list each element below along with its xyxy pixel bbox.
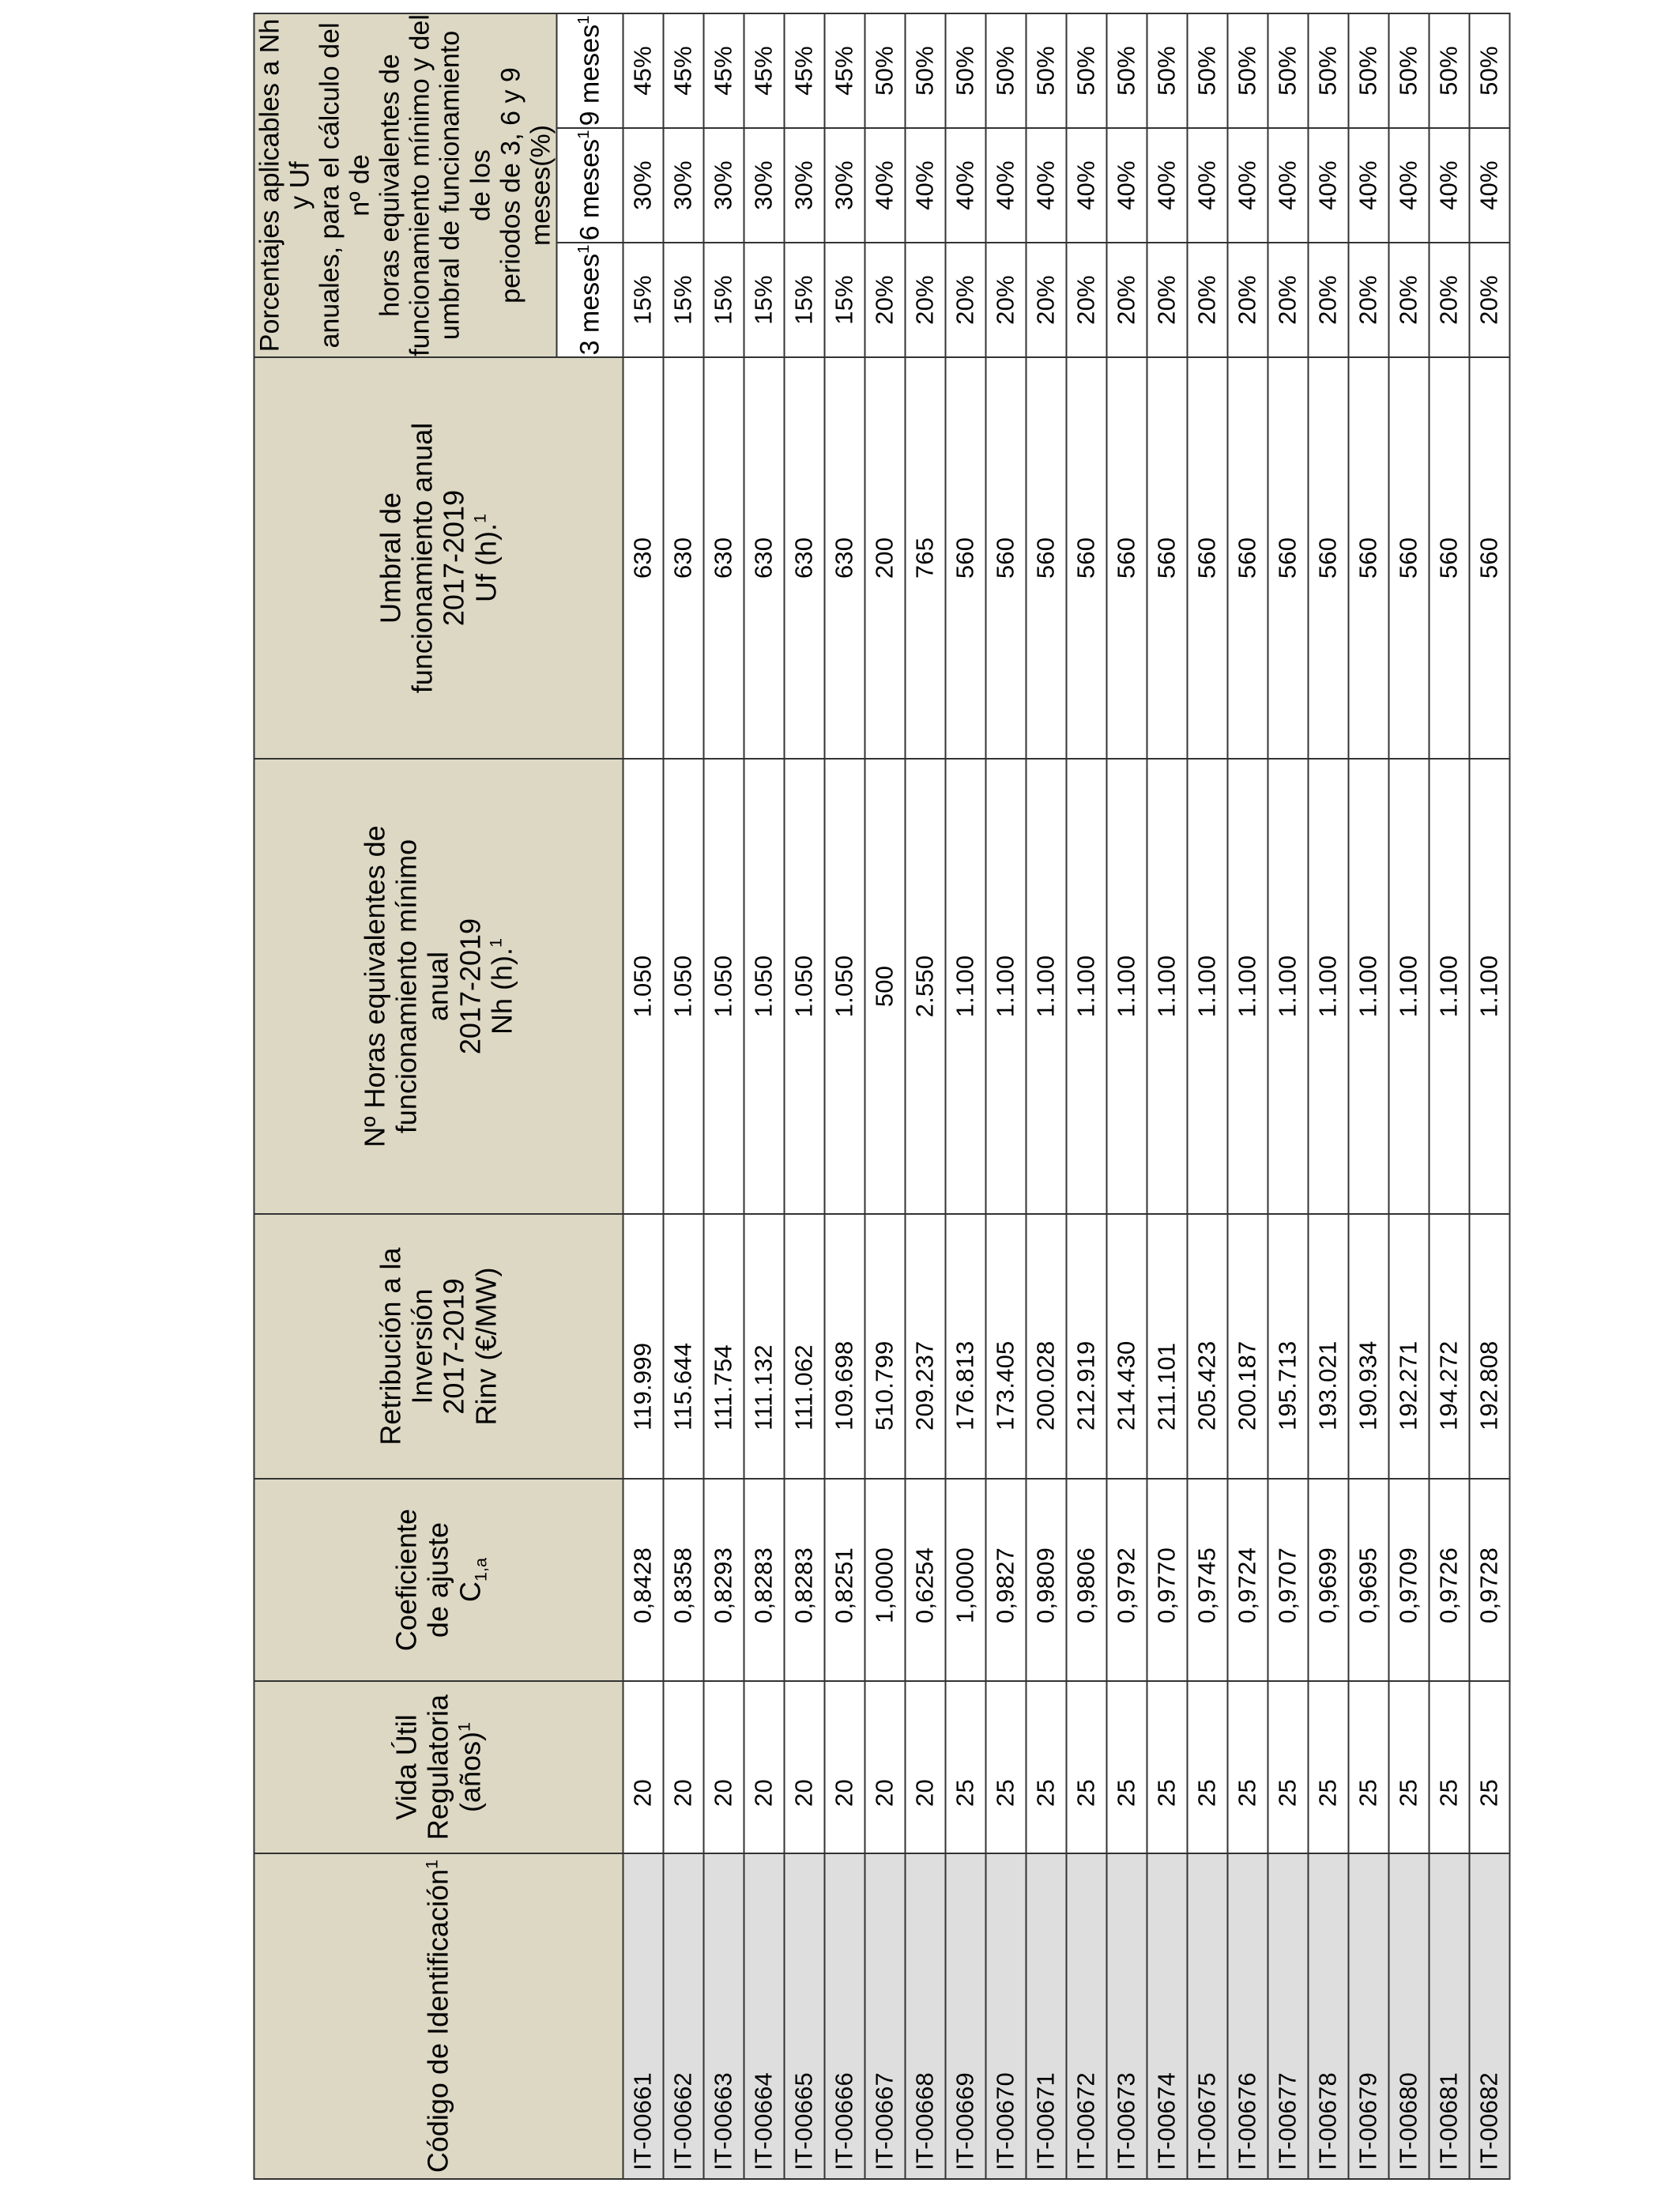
table-row xyxy=(1388,13,1429,2179)
cell-coeficiente: 0,9806 xyxy=(1066,1479,1106,1681)
cell-umbral: 560 xyxy=(1147,357,1187,759)
cell-umbral: 630 xyxy=(824,357,864,759)
cell-pct-3-meses: 15% xyxy=(623,243,663,357)
cell-vida-util: 25 xyxy=(1026,1681,1066,1853)
cell-coeficiente: 0,9707 xyxy=(1268,1479,1308,1681)
cell-codigo: IT-00682 xyxy=(1469,1853,1509,2179)
cell-vida-util: 20 xyxy=(623,1681,663,1853)
header-coef-line2: de ajuste xyxy=(421,1521,454,1638)
table-row xyxy=(744,13,784,2179)
cell-pct-6-meses: 40% xyxy=(864,128,905,243)
cell-coeficiente: 0,9827 xyxy=(985,1479,1026,1681)
cell-umbral: 560 xyxy=(1308,357,1348,759)
cell-codigo: IT-00675 xyxy=(1187,1853,1227,2179)
header-pct-line5: umbral de funcionamiento de los xyxy=(435,30,496,341)
cell-pct-6-meses: 40% xyxy=(1348,128,1388,243)
cell-coeficiente: 0,8251 xyxy=(824,1479,864,1681)
cell-codigo: IT-00674 xyxy=(1147,1853,1187,2179)
cell-horas-equivalentes: 1.100 xyxy=(1268,759,1308,1214)
cell-pct-6-meses: 30% xyxy=(663,128,703,243)
cell-codigo: IT-00673 xyxy=(1106,1853,1147,2179)
cell-pct-9-meses: 50% xyxy=(985,13,1026,128)
header-3-meses-label: 3 meses xyxy=(574,253,605,356)
cell-pct-6-meses: 40% xyxy=(1227,128,1268,243)
header-uf-sup: 1 xyxy=(469,513,490,523)
cell-retribucion: 111.754 xyxy=(703,1214,744,1479)
header-uf-line4: Uf (h). xyxy=(469,523,503,603)
cell-retribucion: 200.028 xyxy=(1026,1214,1066,1479)
cell-pct-9-meses: 50% xyxy=(1308,13,1348,128)
cell-umbral: 560 xyxy=(1066,357,1106,759)
cell-pct-3-meses: 15% xyxy=(663,243,703,357)
table-row xyxy=(1147,13,1187,2179)
cell-retribucion: 195.713 xyxy=(1268,1214,1308,1479)
cell-umbral: 560 xyxy=(1469,357,1509,759)
cell-codigo: IT-00662 xyxy=(663,1853,703,2179)
cell-horas-equivalentes: 1.100 xyxy=(1026,759,1066,1214)
cell-coeficiente: 0,9726 xyxy=(1429,1479,1469,1681)
table-row xyxy=(1227,13,1268,2179)
table-row xyxy=(703,13,744,2179)
cell-pct-3-meses: 20% xyxy=(1388,243,1429,357)
cell-codigo: IT-00680 xyxy=(1388,1853,1429,2179)
cell-pct-9-meses: 50% xyxy=(1348,13,1388,128)
cell-codigo: IT-00669 xyxy=(945,1853,985,2179)
cell-vida-util: 25 xyxy=(1469,1681,1509,1853)
cell-vida-util: 20 xyxy=(864,1681,905,1853)
cell-codigo: IT-00678 xyxy=(1308,1853,1348,2179)
cell-coeficiente: 0,8283 xyxy=(744,1479,784,1681)
cell-pct-3-meses: 20% xyxy=(864,243,905,357)
cell-retribucion: 111.132 xyxy=(744,1214,784,1479)
cell-pct-3-meses: 15% xyxy=(824,243,864,357)
cell-umbral: 560 xyxy=(1348,357,1388,759)
header-vida-line1: Vida Útil xyxy=(390,1714,423,1820)
cell-horas-equivalentes: 1.100 xyxy=(1147,759,1187,1214)
cell-pct-9-meses: 50% xyxy=(1429,13,1469,128)
cell-vida-util: 25 xyxy=(1348,1681,1388,1853)
cell-pct-9-meses: 50% xyxy=(1106,13,1147,128)
cell-pct-9-meses: 50% xyxy=(905,13,945,128)
cell-retribucion: 212.919 xyxy=(1066,1214,1106,1479)
cell-pct-3-meses: 20% xyxy=(1227,243,1268,357)
cell-vida-util: 20 xyxy=(663,1681,703,1853)
table-row xyxy=(945,13,985,2179)
cell-horas-equivalentes: 1.050 xyxy=(824,759,864,1214)
cell-codigo: IT-00677 xyxy=(1268,1853,1308,2179)
cell-pct-6-meses: 40% xyxy=(1469,128,1509,243)
retribution-table xyxy=(254,13,1511,2180)
cell-codigo: IT-00676 xyxy=(1227,1853,1268,2179)
cell-codigo: IT-00667 xyxy=(864,1853,905,2179)
cell-pct-6-meses: 40% xyxy=(905,128,945,243)
cell-pct-3-meses: 20% xyxy=(1187,243,1227,357)
header-6-meses-label: 6 meses xyxy=(574,138,605,241)
cell-coeficiente: 0,8358 xyxy=(663,1479,703,1681)
header-rinv-line4: Rinv (€/MW) xyxy=(469,1267,503,1426)
cell-retribucion: 205.423 xyxy=(1187,1214,1227,1479)
cell-umbral: 560 xyxy=(1268,357,1308,759)
cell-retribucion: 200.187 xyxy=(1227,1214,1268,1479)
cell-codigo: IT-00681 xyxy=(1429,1853,1469,2179)
cell-vida-util: 25 xyxy=(1429,1681,1469,1853)
cell-pct-6-meses: 40% xyxy=(945,128,985,243)
table-row xyxy=(1348,13,1388,2179)
cell-coeficiente: 0,9792 xyxy=(1106,1479,1147,1681)
cell-pct-6-meses: 40% xyxy=(1268,128,1308,243)
cell-retribucion: 111.062 xyxy=(784,1214,824,1479)
cell-horas-equivalentes: 1.100 xyxy=(1187,759,1227,1214)
header-vida-line2: Regulatoria xyxy=(421,1694,454,1841)
cell-horas-equivalentes: 2.550 xyxy=(905,759,945,1214)
cell-horas-equivalentes: 1.100 xyxy=(1308,759,1348,1214)
cell-horas-equivalentes: 1.100 xyxy=(1227,759,1268,1214)
cell-pct-6-meses: 40% xyxy=(985,128,1026,243)
cell-umbral: 560 xyxy=(1429,357,1469,759)
header-nh-line4: 2017-2019 xyxy=(454,918,487,1055)
table-row xyxy=(905,13,945,2179)
cell-codigo: IT-00666 xyxy=(824,1853,864,2179)
header-vida-line3: (años) xyxy=(454,1731,487,1813)
cell-umbral: 560 xyxy=(1187,357,1227,759)
cell-umbral: 630 xyxy=(703,357,744,759)
cell-coeficiente: 0,8428 xyxy=(623,1479,663,1681)
cell-pct-6-meses: 40% xyxy=(1388,128,1429,243)
cell-pct-9-meses: 50% xyxy=(864,13,905,128)
cell-pct-9-meses: 50% xyxy=(1469,13,1509,128)
cell-pct-6-meses: 40% xyxy=(1026,128,1066,243)
cell-pct-3-meses: 15% xyxy=(744,243,784,357)
cell-pct-3-meses: 20% xyxy=(1348,243,1388,357)
cell-horas-equivalentes: 1.100 xyxy=(1106,759,1147,1214)
cell-pct-3-meses: 15% xyxy=(784,243,824,357)
cell-coeficiente: 0,9728 xyxy=(1469,1479,1509,1681)
cell-coeficiente: 0,9770 xyxy=(1147,1479,1187,1681)
cell-umbral: 630 xyxy=(744,357,784,759)
cell-codigo: IT-00663 xyxy=(703,1853,744,2179)
cell-pct-3-meses: 20% xyxy=(905,243,945,357)
cell-vida-util: 25 xyxy=(1227,1681,1268,1853)
cell-horas-equivalentes: 1.100 xyxy=(1066,759,1106,1214)
cell-umbral: 560 xyxy=(1227,357,1268,759)
cell-codigo: IT-00679 xyxy=(1348,1853,1388,2179)
table-row xyxy=(1187,13,1227,2179)
cell-pct-6-meses: 40% xyxy=(1429,128,1469,243)
header-uf-line1: Umbral de xyxy=(374,492,407,624)
header-codigo-label: Código de Identificación xyxy=(421,1868,454,2173)
cell-umbral: 560 xyxy=(1106,357,1147,759)
cell-coeficiente: 1,0000 xyxy=(864,1479,905,1681)
table-row xyxy=(1469,13,1509,2179)
cell-umbral: 560 xyxy=(945,357,985,759)
cell-retribucion: 214.430 xyxy=(1106,1214,1147,1479)
header-nh-line2: funcionamiento mínimo xyxy=(390,839,423,1134)
cell-horas-equivalentes: 1.100 xyxy=(1429,759,1469,1214)
cell-pct-9-meses: 45% xyxy=(703,13,744,128)
cell-pct-3-meses: 20% xyxy=(1026,243,1066,357)
cell-pct-3-meses: 15% xyxy=(703,243,744,357)
cell-retribucion: 109.698 xyxy=(824,1214,864,1479)
cell-pct-9-meses: 50% xyxy=(945,13,985,128)
cell-pct-9-meses: 50% xyxy=(1388,13,1429,128)
cell-retribucion: 194.272 xyxy=(1429,1214,1469,1479)
header-3-meses-sup: 1 xyxy=(574,244,593,254)
cell-pct-3-meses: 20% xyxy=(1147,243,1187,357)
table-row xyxy=(1268,13,1308,2179)
header-codigo-sup: 1 xyxy=(421,1859,442,1869)
cell-codigo: IT-00665 xyxy=(784,1853,824,2179)
cell-pct-9-meses: 50% xyxy=(1066,13,1106,128)
cell-vida-util: 25 xyxy=(1066,1681,1106,1853)
cell-coeficiente: 0,6254 xyxy=(905,1479,945,1681)
header-retribucion xyxy=(254,1214,623,1479)
cell-umbral: 765 xyxy=(905,357,945,759)
header-vida-util xyxy=(254,1681,623,1853)
cell-coeficiente: 0,9809 xyxy=(1026,1479,1066,1681)
cell-horas-equivalentes: 1.100 xyxy=(1348,759,1388,1214)
cell-umbral: 630 xyxy=(663,357,703,759)
cell-codigo: IT-00671 xyxy=(1026,1853,1066,2179)
table-row xyxy=(1066,13,1106,2179)
cell-pct-9-meses: 45% xyxy=(623,13,663,128)
cell-horas-equivalentes: 1.100 xyxy=(1469,759,1509,1214)
cell-pct-9-meses: 50% xyxy=(1026,13,1066,128)
cell-pct-6-meses: 40% xyxy=(1147,128,1187,243)
header-rinv-line2: Inversión xyxy=(405,1288,439,1404)
table-row xyxy=(864,13,905,2179)
cell-retribucion: 173.405 xyxy=(985,1214,1026,1479)
cell-horas-equivalentes: 1.050 xyxy=(663,759,703,1214)
cell-horas-equivalentes: 1.100 xyxy=(985,759,1026,1214)
cell-pct-9-meses: 50% xyxy=(1268,13,1308,128)
cell-coeficiente: 0,9695 xyxy=(1348,1479,1388,1681)
header-coef-symbol: C xyxy=(454,1581,487,1603)
cell-pct-9-meses: 50% xyxy=(1187,13,1227,128)
cell-umbral: 560 xyxy=(985,357,1026,759)
table-row xyxy=(784,13,824,2179)
cell-horas-equivalentes: 1.050 xyxy=(703,759,744,1214)
cell-retribucion: 211.101 xyxy=(1147,1214,1187,1479)
cell-codigo: IT-00664 xyxy=(744,1853,784,2179)
cell-vida-util: 25 xyxy=(1106,1681,1147,1853)
header-9-meses-sup: 1 xyxy=(574,15,593,25)
cell-retribucion: 192.271 xyxy=(1388,1214,1429,1479)
header-uf-line3: 2017-2019 xyxy=(437,489,470,627)
cell-vida-util: 25 xyxy=(1388,1681,1429,1853)
cell-pct-3-meses: 20% xyxy=(1106,243,1147,357)
cell-horas-equivalentes: 500 xyxy=(864,759,905,1214)
header-coef-line1: Coeficiente xyxy=(390,1508,423,1652)
cell-horas-equivalentes: 1.050 xyxy=(623,759,663,1214)
header-3-meses xyxy=(556,243,623,357)
cell-pct-3-meses: 20% xyxy=(1268,243,1308,357)
table-row xyxy=(663,13,703,2179)
cell-pct-6-meses: 40% xyxy=(1308,128,1348,243)
header-6-meses-sup: 1 xyxy=(574,130,593,139)
cell-codigo: IT-00661 xyxy=(623,1853,663,2179)
cell-pct-3-meses: 20% xyxy=(1469,243,1509,357)
header-coeficiente xyxy=(254,1479,623,1681)
cell-vida-util: 20 xyxy=(703,1681,744,1853)
cell-horas-equivalentes: 1.050 xyxy=(784,759,824,1214)
table-row xyxy=(985,13,1026,2179)
cell-pct-6-meses: 30% xyxy=(824,128,864,243)
cell-vida-util: 20 xyxy=(784,1681,824,1853)
cell-retribucion: 119.999 xyxy=(623,1214,663,1479)
cell-pct-9-meses: 45% xyxy=(784,13,824,128)
cell-horas-equivalentes: 1.100 xyxy=(945,759,985,1214)
cell-vida-util: 25 xyxy=(1147,1681,1187,1853)
cell-pct-6-meses: 30% xyxy=(703,128,744,243)
cell-coeficiente: 1,0000 xyxy=(945,1479,985,1681)
header-pct-line3: horas equivalentes de xyxy=(375,54,405,317)
cell-pct-3-meses: 20% xyxy=(1308,243,1348,357)
cell-retribucion: 510.799 xyxy=(864,1214,905,1479)
cell-pct-6-meses: 30% xyxy=(784,128,824,243)
header-porcentajes xyxy=(254,13,557,357)
cell-coeficiente: 0,8283 xyxy=(784,1479,824,1681)
cell-pct-6-meses: 40% xyxy=(1106,128,1147,243)
header-nh-sup: 1 xyxy=(485,937,506,948)
cell-umbral: 560 xyxy=(1026,357,1066,759)
cell-vida-util: 20 xyxy=(905,1681,945,1853)
cell-vida-util: 25 xyxy=(985,1681,1026,1853)
cell-retribucion: 115.644 xyxy=(663,1214,703,1479)
cell-pct-6-meses: 30% xyxy=(744,128,784,243)
header-pct-line6: periodos de 3, 6 y 9 meses(%) xyxy=(495,67,556,303)
header-pct-line2: anuales, para el cálculo del nº de xyxy=(315,22,375,349)
cell-coeficiente: 0,9745 xyxy=(1187,1479,1227,1681)
table-body xyxy=(623,13,1509,2179)
cell-vida-util: 25 xyxy=(1187,1681,1227,1853)
header-row-main xyxy=(254,13,557,2179)
cell-umbral: 630 xyxy=(623,357,663,759)
cell-umbral: 200 xyxy=(864,357,905,759)
header-vida-sup: 1 xyxy=(454,1721,474,1732)
header-nh-line5: Nh (h). xyxy=(485,948,518,1035)
cell-coeficiente: 0,9724 xyxy=(1227,1479,1268,1681)
cell-coeficiente: 0,8293 xyxy=(703,1479,744,1681)
cell-pct-6-meses: 40% xyxy=(1187,128,1227,243)
cell-vida-util: 25 xyxy=(1268,1681,1308,1853)
table-row xyxy=(1026,13,1066,2179)
header-nh-line1: Nº Horas equivalentes de xyxy=(358,825,391,1148)
header-pct-line4: funcionamiento mínimo y del xyxy=(405,14,435,356)
table-row xyxy=(1308,13,1348,2179)
cell-pct-3-meses: 20% xyxy=(985,243,1026,357)
cell-coeficiente: 0,9699 xyxy=(1308,1479,1348,1681)
table-header xyxy=(254,13,623,2179)
cell-vida-util: 25 xyxy=(1308,1681,1348,1853)
header-coef-sub: 1,a xyxy=(470,1557,491,1582)
cell-pct-9-meses: 45% xyxy=(824,13,864,128)
cell-retribucion: 192.808 xyxy=(1469,1214,1509,1479)
cell-codigo: IT-00672 xyxy=(1066,1853,1106,2179)
cell-pct-9-meses: 50% xyxy=(1147,13,1187,128)
header-uf-line2: funcionamiento anual xyxy=(405,422,439,694)
cell-horas-equivalentes: 1.050 xyxy=(744,759,784,1214)
cell-vida-util: 25 xyxy=(945,1681,985,1853)
cell-codigo: IT-00668 xyxy=(905,1853,945,2179)
cell-retribucion: 193.021 xyxy=(1308,1214,1348,1479)
cell-pct-6-meses: 30% xyxy=(623,128,663,243)
cell-horas-equivalentes: 1.100 xyxy=(1388,759,1429,1214)
rotated-table-frame xyxy=(254,14,1503,2180)
cell-coeficiente: 0,9709 xyxy=(1388,1479,1429,1681)
cell-pct-9-meses: 45% xyxy=(744,13,784,128)
cell-vida-util: 20 xyxy=(744,1681,784,1853)
cell-pct-6-meses: 40% xyxy=(1066,128,1106,243)
header-rinv-line3: 2017-2019 xyxy=(437,1278,470,1415)
cell-umbral: 560 xyxy=(1388,357,1429,759)
cell-pct-3-meses: 20% xyxy=(1429,243,1469,357)
cell-codigo: IT-00670 xyxy=(985,1853,1026,2179)
cell-vida-util: 20 xyxy=(824,1681,864,1853)
header-codigo xyxy=(254,1853,623,2179)
header-6-meses xyxy=(556,128,623,243)
header-9-meses xyxy=(556,13,623,128)
cell-retribucion: 190.934 xyxy=(1348,1214,1388,1479)
header-horas-equivalentes xyxy=(254,759,623,1214)
cell-pct-3-meses: 20% xyxy=(1066,243,1106,357)
header-rinv-line1: Retribución a la xyxy=(374,1247,407,1446)
cell-retribucion: 209.237 xyxy=(905,1214,945,1479)
header-nh-line3: anual xyxy=(421,951,454,1022)
cell-retribucion: 176.813 xyxy=(945,1214,985,1479)
table-row xyxy=(1429,13,1469,2179)
header-9-meses-label: 9 meses xyxy=(574,24,605,126)
cell-umbral: 630 xyxy=(784,357,824,759)
table-row xyxy=(824,13,864,2179)
cell-pct-3-meses: 20% xyxy=(945,243,985,357)
cell-pct-9-meses: 50% xyxy=(1227,13,1268,128)
header-pct-line1: Porcentajes aplicables a Nh y Uf xyxy=(254,18,315,352)
cell-pct-9-meses: 45% xyxy=(663,13,703,128)
header-umbral xyxy=(254,357,623,759)
table-row xyxy=(1106,13,1147,2179)
table-row xyxy=(623,13,663,2179)
